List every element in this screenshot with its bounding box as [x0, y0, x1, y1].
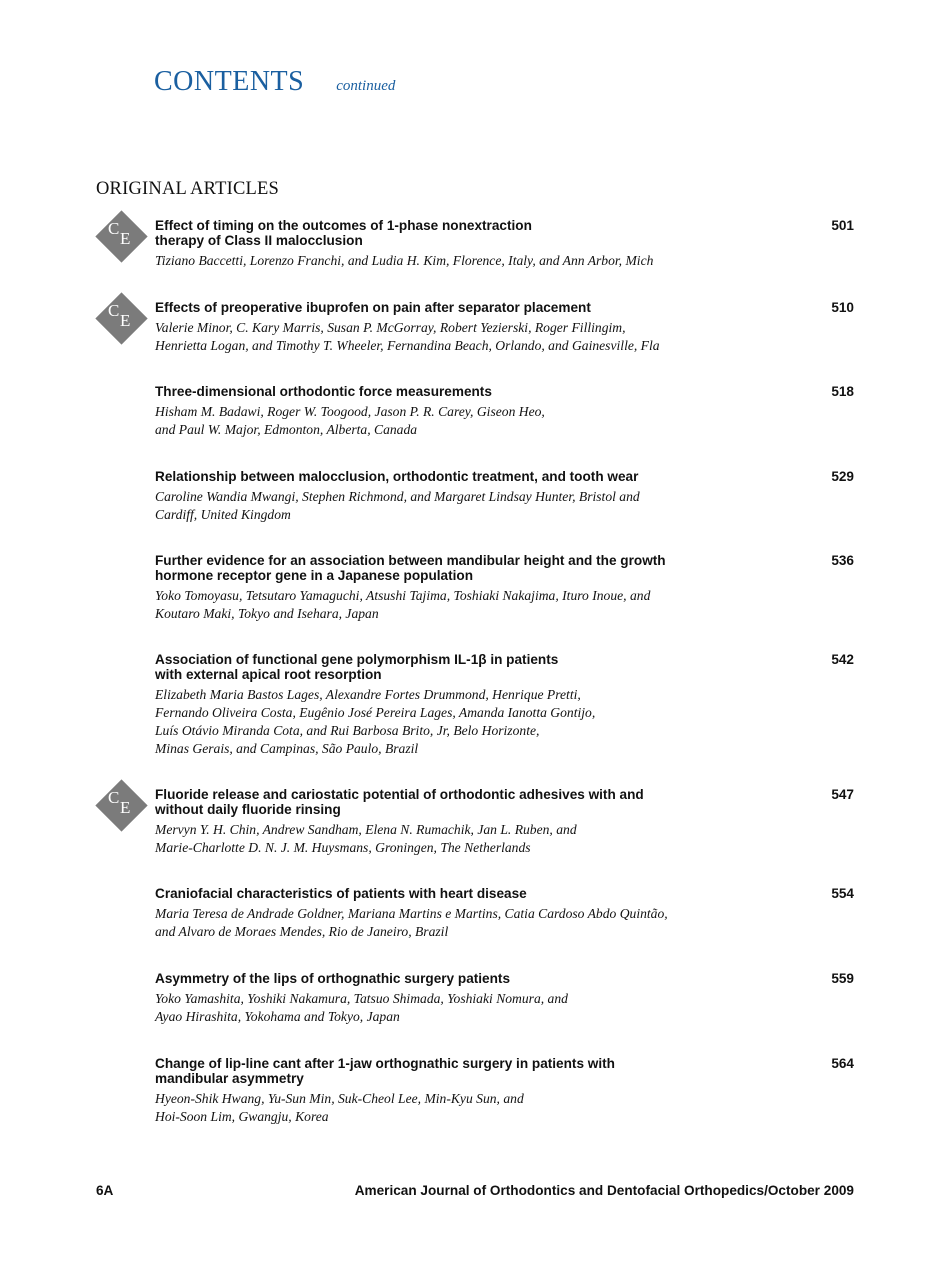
- contents-header: [154, 66, 395, 98]
- article-page-number[interactable]: 554: [831, 886, 854, 901]
- article-page-number[interactable]: 501: [831, 218, 854, 233]
- article-title[interactable]: [155, 384, 745, 399]
- author-line: Hyeon-Shik Hwang, Yu-Sun Min, Suk-Cheol Lee, Min-Kyu Sun, and: [155, 1091, 524, 1106]
- author-line: Elizabeth Maria Bastos Lages, Alexandre Fortes Drummond, Henrique Pretti,: [155, 687, 581, 702]
- article-title[interactable]: [155, 218, 745, 248]
- toc-entry[interactable]: [108, 787, 855, 857]
- ce-letter-e: E: [120, 229, 131, 248]
- article-title-line: with external apical root resorption: [155, 667, 382, 682]
- toc-entry[interactable]: [155, 886, 855, 941]
- author-line: Ayao Hirashita, Yokohama and Tokyo, Japan: [155, 1009, 400, 1024]
- article-title-line: hormone receptor gene in a Japanese population: [155, 568, 474, 583]
- ce-credit-icon: [96, 211, 148, 263]
- ce-letter-c: C: [108, 219, 120, 238]
- journal-citation: American Journal of Orthodontics and Dentofacial Orthopedics/October 2009: [354, 1183, 854, 1198]
- article-page-number[interactable]: 536: [831, 553, 854, 568]
- article-page-number[interactable]: 542: [831, 652, 854, 667]
- author-line: Tiziano Baccetti, Lorenzo Franchi, and Ludia H. Kim, Florence, Italy, and Ann Arbor, Mich: [155, 253, 654, 268]
- ce-letter-e: E: [120, 311, 131, 330]
- article-title[interactable]: [155, 469, 745, 484]
- article-title[interactable]: [155, 1056, 745, 1086]
- toc-entry[interactable]: [155, 384, 855, 439]
- article-authors: [155, 252, 765, 270]
- article-page-number[interactable]: 547: [831, 787, 854, 802]
- section-title: ORIGINAL ARTICLES: [96, 179, 279, 199]
- article-title-line: Fluoride release and cariostatic potential of orthodontic adhesives with and: [155, 787, 644, 802]
- article-title-line: Further evidence for an association between mandibular height and the growth: [155, 553, 666, 568]
- author-line: Hisham M. Badawi, Roger W. Toogood, Jason P. R. Carey, Giseon Heo,: [155, 404, 545, 419]
- author-line: and Alvaro de Moraes Mendes, Rio de Janeiro, Brazil: [155, 924, 449, 939]
- page-number: 6A: [96, 1183, 114, 1198]
- article-authors: [155, 488, 765, 524]
- article-title-line: therapy of Class II malocclusion: [155, 233, 363, 248]
- article-title-line: Effects of preoperative ibuprofen on pain after separator placement: [155, 300, 591, 315]
- article-title-line: Effect of timing on the outcomes of 1-phase nonextraction: [155, 218, 532, 233]
- article-authors: [155, 587, 765, 623]
- page-title: CONTENTS: [154, 66, 305, 97]
- author-line: Koutaro Maki, Tokyo and Isehara, Japan: [155, 606, 379, 621]
- article-title[interactable]: [155, 553, 745, 583]
- article-title[interactable]: [155, 300, 745, 315]
- toc-entry[interactable]: [155, 469, 855, 524]
- ce-letter-c: C: [108, 301, 120, 320]
- article-title-line: mandibular asymmetry: [155, 1071, 304, 1086]
- article-title[interactable]: [155, 971, 745, 986]
- article-authors: [155, 905, 765, 941]
- author-line: Marie-Charlotte D. N. J. M. Huysmans, Groningen, The Netherlands: [155, 840, 531, 855]
- author-line: Hoi-Soon Lim, Gwangju, Korea: [155, 1109, 329, 1124]
- continued-label: continued: [336, 78, 396, 94]
- toc-entry[interactable]: [155, 652, 855, 758]
- author-line: Caroline Wandia Mwangi, Stephen Richmond, and Margaret Lindsay Hunter, Bristol and: [155, 489, 640, 504]
- author-line: Mervyn Y. H. Chin, Andrew Sandham, Elena N. Rumachik, Jan L. Ruben, and: [155, 822, 577, 837]
- author-line: Henrietta Logan, and Timothy T. Wheeler, Fernandina Beach, Orlando, and Gainesville, Fla: [155, 338, 660, 353]
- ce-letter-e: E: [120, 798, 131, 817]
- author-line: Minas Gerais, and Campinas, São Paulo, Brazil: [155, 741, 419, 756]
- article-title-line: Asymmetry of the lips of orthognathic surgery patients: [155, 971, 511, 986]
- article-authors: [155, 990, 765, 1026]
- ce-letter-c: C: [108, 788, 120, 807]
- article-title-line: Craniofacial characteristics of patients with heart disease: [155, 886, 527, 901]
- article-page-number[interactable]: 559: [831, 971, 854, 986]
- article-title[interactable]: [155, 886, 745, 901]
- toc-entry[interactable]: [155, 553, 855, 623]
- article-authors: [155, 686, 765, 758]
- article-page-number[interactable]: 518: [831, 384, 854, 399]
- article-authors: [155, 403, 765, 439]
- article-page-number[interactable]: 564: [831, 1056, 854, 1071]
- article-page-number[interactable]: 510: [831, 300, 854, 315]
- article-title-line: without daily fluoride rinsing: [155, 802, 341, 817]
- author-line: Maria Teresa de Andrade Goldner, Mariana Martins e Martins, Catia Cardoso Abdo Quintão,: [155, 906, 668, 921]
- toc-entry[interactable]: [108, 300, 855, 355]
- article-title-line: Association of functional gene polymorphism IL-1β in patients: [155, 652, 559, 667]
- toc-entry[interactable]: [155, 971, 855, 1026]
- author-line: Fernando Oliveira Costa, Eugênio José Pereira Lages, Amanda Ianotta Gontijo,: [155, 705, 596, 720]
- author-line: Luís Otávio Miranda Cota, and Rui Barbosa Brito, Jr, Belo Horizonte,: [155, 723, 540, 738]
- article-authors: [155, 319, 765, 355]
- ce-credit-icon: [96, 293, 148, 345]
- author-line: Cardiff, United Kingdom: [155, 507, 291, 522]
- author-line: Yoko Tomoyasu, Tetsutaro Yamaguchi, Atsushi Tajima, Toshiaki Nakajima, Ituro Inoue, and: [155, 588, 651, 603]
- author-line: and Paul W. Major, Edmonton, Alberta, Canada: [155, 422, 418, 437]
- article-title[interactable]: [155, 787, 745, 817]
- article-authors: [155, 1090, 765, 1126]
- toc-entry[interactable]: [155, 1056, 855, 1126]
- author-line: Valerie Minor, C. Kary Marris, Susan P. McGorray, Robert Yezierski, Roger Fillingim,: [155, 320, 626, 335]
- ce-credit-icon: [96, 780, 148, 832]
- toc-entry[interactable]: [108, 218, 855, 270]
- article-authors: [155, 821, 765, 857]
- article-title-line: Three-dimensional orthodontic force measurements: [155, 384, 492, 399]
- article-title[interactable]: [155, 652, 745, 682]
- article-page-number[interactable]: 529: [831, 469, 854, 484]
- article-title-line: Relationship between malocclusion, orthodontic treatment, and tooth wear: [155, 469, 639, 484]
- author-line: Yoko Yamashita, Yoshiki Nakamura, Tatsuo Shimada, Yoshiaki Nomura, and: [155, 991, 568, 1006]
- article-title-line: Change of lip-line cant after 1-jaw orthognathic surgery in patients with: [155, 1056, 615, 1071]
